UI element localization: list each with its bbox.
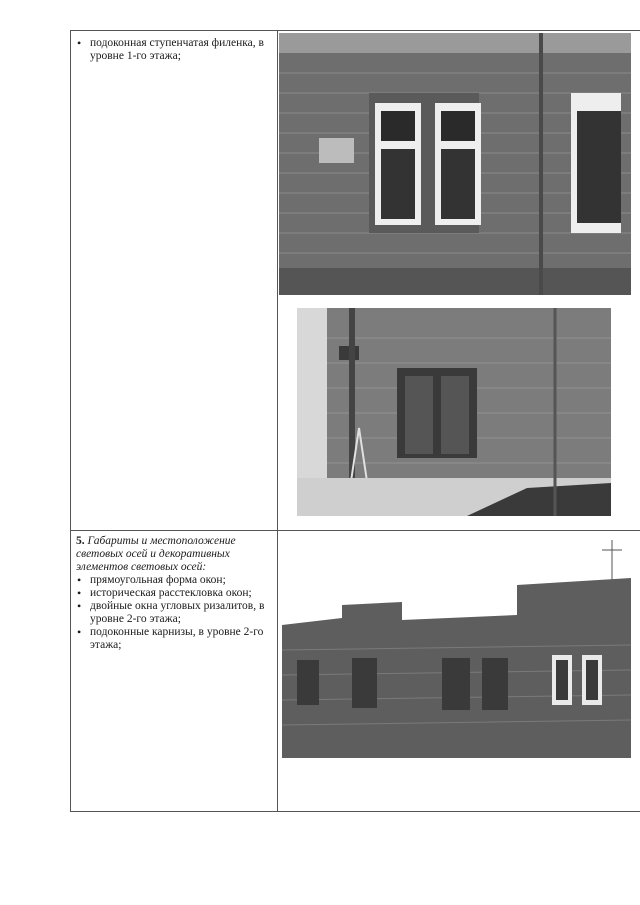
facade-photo-2: [297, 308, 611, 516]
list-item: • двойные окна угловых ризалитов, в уровне 2-го этажа;: [76, 600, 274, 626]
list-item: • прямоугольная форма окон;: [76, 574, 274, 587]
row-divider: [70, 530, 640, 531]
row-4-description: [76, 37, 271, 63]
section-heading: [76, 535, 274, 574]
column-divider: [277, 30, 278, 812]
section-title: Габариты и местоположение световых осей и декоративных элементов световых осей:: [76, 535, 236, 573]
facade-photo-3: [282, 540, 631, 758]
row-5-description: [76, 535, 274, 652]
feature-list-2: [76, 574, 274, 652]
feature-list-1: [76, 37, 271, 63]
list-item: • подоконные карнизы, в уровне 2-го этажа;: [76, 626, 274, 652]
list-item: • подоконная ступенчатая филенка, в уровне 1-го этажа;: [76, 37, 271, 63]
facade-photo-1: [279, 33, 631, 295]
list-item: • историческая расстекловка окон;: [76, 587, 274, 600]
section-number: 5.: [76, 535, 85, 547]
